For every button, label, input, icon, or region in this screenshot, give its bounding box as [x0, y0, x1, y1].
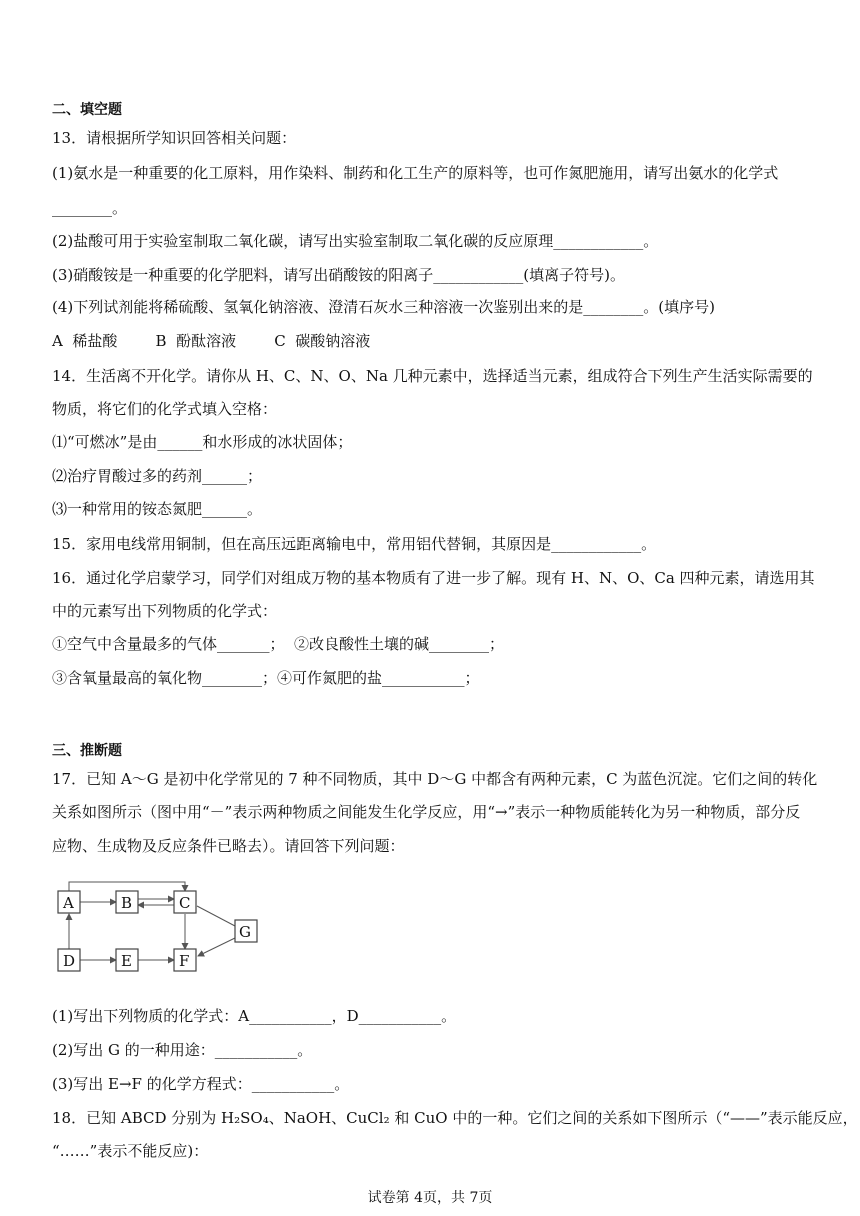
edge-g-c: [197, 906, 235, 926]
svg-text:E: E: [121, 952, 132, 970]
q13-part1: (1)氨水是一种重要的化工原料，用作染料、制药和化工生产的原料等，也可作氮肥施用，请写出氨水的化学式: [52, 164, 779, 182]
q13-options: A 稀盐酸 B 酚酞溶液 C 碳酸钠溶液: [52, 332, 371, 350]
q17-part2: (2)写出 G 的一种用途：___________。: [52, 1041, 313, 1059]
node-f: [174, 949, 196, 971]
q18-stem: 18．已知 ABCD 分别为 H₂SO₄、NaOH、CuCl₂ 和 CuO 中的一种。它们之间的关系如下图所示（“——”表示能反应，: [52, 1109, 858, 1127]
q16-part2: ③含氧量最高的氧化物________；④可作氮肥的盐___________；: [52, 669, 480, 687]
q14-stem-cont: 物质，将它们的化学式填入空格：: [52, 400, 278, 418]
svg-text:G: G: [239, 923, 251, 941]
q16-part1: ①空气中含量最多的气体_______； ②改良酸性土壤的碱________；: [52, 635, 505, 653]
node-a: [58, 891, 80, 913]
svg-text:A: A: [63, 894, 74, 912]
svg-text:B: B: [121, 894, 133, 912]
q16-stem-cont: 中的元素写出下列物质的化学式：: [52, 602, 278, 620]
q13-part4: (4)下列试剂能将稀硫酸、氢氧化钠溶液、澄清石灰水三种溶液一次鉴别出来的是________。(填序号): [52, 298, 715, 316]
svg-text:F: F: [179, 952, 190, 970]
section-heading-inference: 三、推断题: [52, 743, 122, 759]
q17-stem: 17．已知 A～G 是初中化学常见的 7 种不同物质，其中 D～G 中都含有两种元素，C 为蓝色沉淀。它们之间的转化: [52, 770, 818, 788]
node-e: [116, 949, 138, 971]
q17-stem-cont2: 应物、生成物及反应条件已略去）。请回答下列问题：: [52, 837, 405, 855]
q13-stem: 13．请根据所学知识回答相关问题：: [52, 129, 297, 147]
q13-part1-blank: ________。: [52, 199, 128, 217]
q17-conversion-diagram: [52, 878, 267, 978]
node-d: [58, 949, 80, 971]
svg-text:C: C: [179, 894, 191, 912]
node-g: [235, 920, 257, 942]
svg-text:D: D: [63, 952, 76, 970]
q13-part2: (2)盐酸可用于实验室制取二氧化碳，请写出实验室制取二氧化碳的反应原理____________。: [52, 232, 659, 250]
edge-a-c-top: [69, 882, 185, 891]
q14-part3: ⑶一种常用的铵态氮肥______。: [52, 500, 263, 518]
edge-g-f: [198, 938, 235, 956]
q16-stem: 16．通过化学启蒙学习，同学们对组成万物的基本物质有了进一步了解。现有 H、N、O、Ca 四种元素，请选用其: [52, 569, 815, 587]
q13-part3: (3)硝酸铵是一种重要的化学肥料，请写出硝酸铵的阳离子____________(填离子符号)。: [52, 266, 625, 284]
q17-stem-cont1: 关系如图所示（图中用“－”表示两种物质之间能发生化学反应，用“→”表示一种物质能转化为另一种物质，部分反: [52, 803, 801, 821]
q17-part1: (1)写出下列物质的化学式：A___________，D___________。: [52, 1007, 457, 1025]
q14-part1: ⑴“可燃冰”是由______和水形成的冰状固体；: [52, 433, 353, 451]
section-heading-fill-blank: 二、填空题: [52, 102, 122, 118]
node-b: [116, 891, 138, 913]
q15-stem: 15．家用电线常用铜制，但在高压远距离输电中，常用铝代替铜，其原因是____________。: [52, 535, 657, 553]
q14-part2: ⑵治疗胃酸过多的药剂______；: [52, 467, 263, 485]
q17-part3: (3)写出 E→F 的化学方程式：___________。: [52, 1075, 350, 1093]
node-c: [174, 891, 196, 913]
q14-stem: 14．生活离不开化学。请你从 H、C、N、O、Na 几种元素中，选择适当元素，组成符合下列生产生活实际需要的: [52, 367, 813, 385]
q18-stem-cont: “……”表示不能反应)：: [52, 1142, 209, 1160]
page-footer: 试卷第 4页，共 7页: [367, 1190, 493, 1206]
